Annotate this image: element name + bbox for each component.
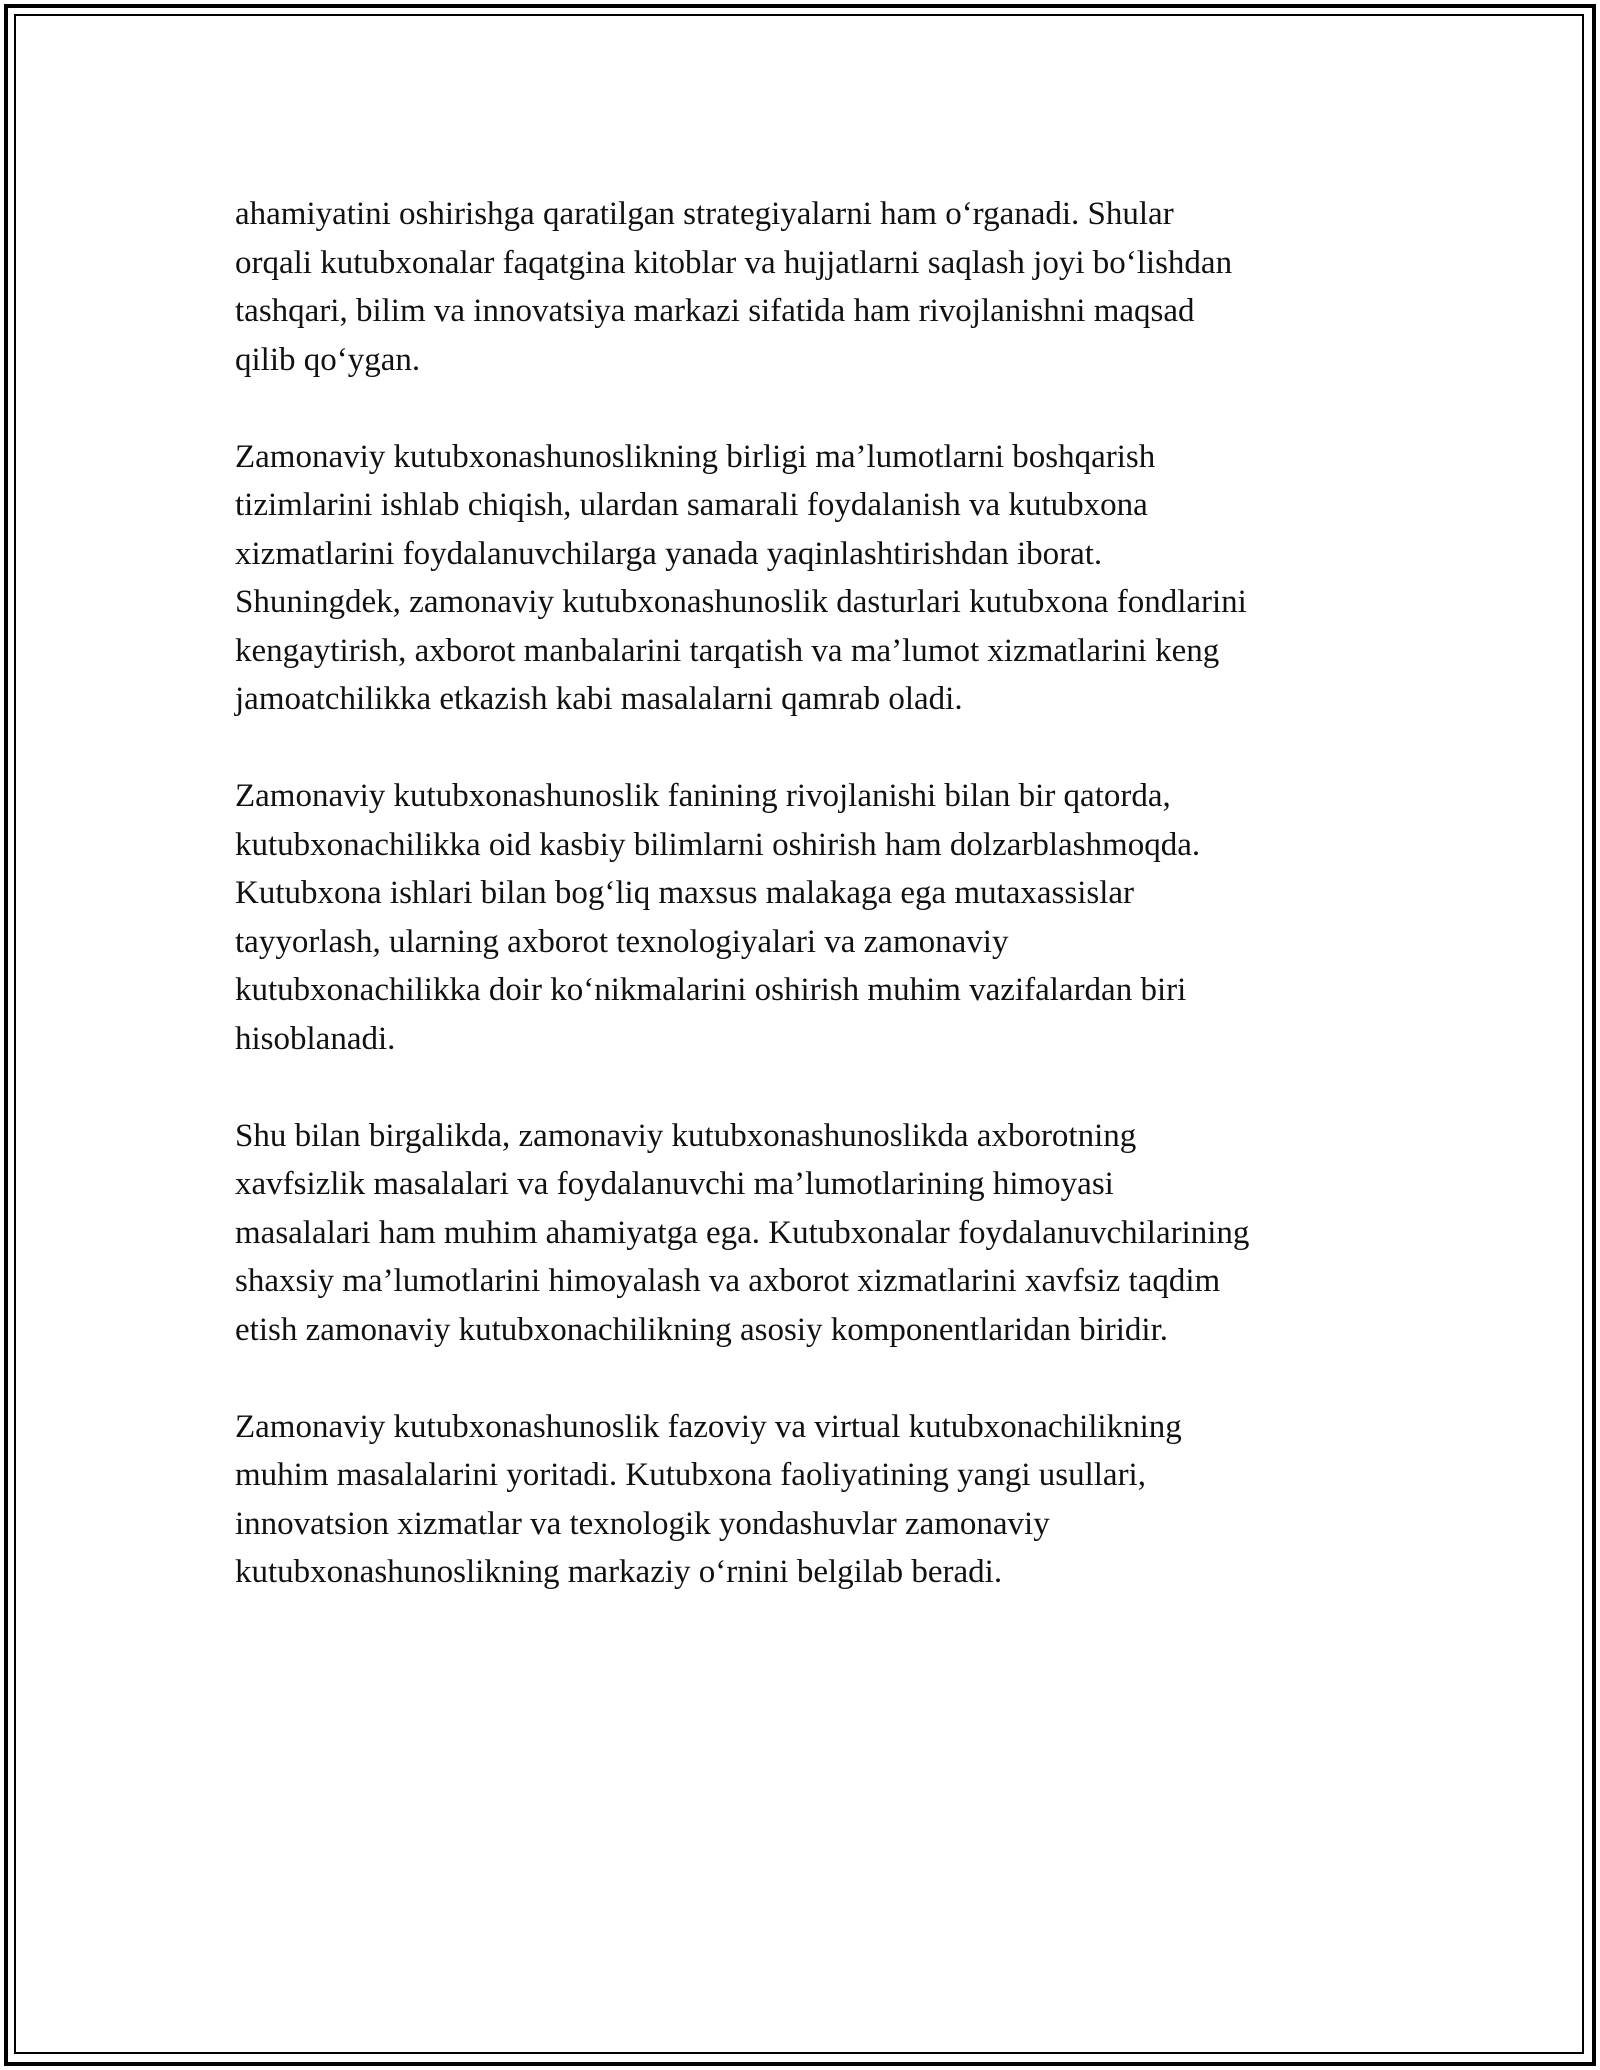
document-body [235,190,1380,1645]
paragraph-5: Zamonaviy kutubxonashunoslik fazoviy va virtual kutubxonachilikning muhim masalalarini yoritadi. Kutubxona faoliyatining yangi usullari, innovatsion xizmatlar va texnologik yondashuvlar zamonaviy kutubxonashunoslikning markaziy o‘rnini belgilab beradi. [235,1408,1182,1590]
paragraph-3: Zamonaviy kutubxonashunoslik fanining rivojlanishi bilan bir qatorda, kutubxonachilikka oid kasbiy bilimlarni oshirish ham dolzarblashmoqda. Kutubxona ishlari bilan bog‘liq maxsus malakaga ega mutaxassislar tayyorlash, ularning axborot texnologiyalari va zamonaviy kutubxonachilikka doir ko‘nikmalarini oshirish muhim vazifalardan biri hisoblanadi. [235,778,1201,1057]
paragraph-4: Shu bilan birgalikda, zamonaviy kutubxonashunoslikda axborotning xavfsizlik masalalari va foydalanuvchi ma’lumotlarining himoyasi masalalari ham muhim ahamiyatga ega. Kutubxonalar foydalanuvchilarining shaxsiy ma’lumotlarini himoyalash va axborot xizmatlarini xavfsiz taqdim etish zamonaviy kutubxonachilikning asosiy komponentlaridan biridir. [235,1117,1250,1348]
paragraph-1: ahamiyatini oshirishga qaratilgan strategiyalarni ham o‘rganadi. Shular orqali kutubxonalar faqatgina kitoblar va hujjatlarni saqlash joyi bo‘lishdan tashqari, bilim va innovatsiya markazi sifatida ham rivojlanishni maqsad qilib qo‘ygan. [235,196,1233,378]
paragraph-2: Zamonaviy kutubxonashunoslikning birligi ma’lumotlarni boshqarish tizimlarini ishlab chiqish, ulardan samarali foydalanish va kutubxona xizmatlarini foydalanuvchilarga yanada yaqinlashtirishdan iborat. Shuningdek, zamonaviy kutubxonashunoslik dasturlari kutubxona fondlarini kengaytirish, axborot manbalarini tarqatish va ma’lumot xizmatlarini keng jamoatchilikka etkazish kabi masalalarni qamrab oladi. [235,438,1247,717]
